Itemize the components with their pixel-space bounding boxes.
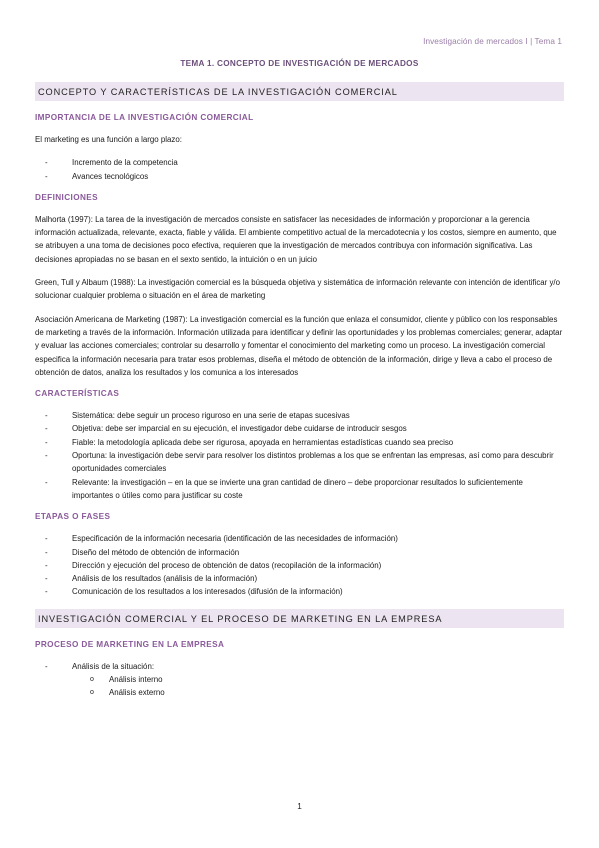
- importancia-list: [35, 156, 564, 183]
- list-item-text: Análisis de los resultados (análisis de la información): [72, 574, 258, 584]
- list-item-text: Fiable: la metodología aplicada debe ser rigurosa, apoyada en herramientas estadísticas cuando sea preciso: [72, 437, 454, 447]
- list-item-text: Diseño del método de obtención de información: [72, 547, 240, 557]
- list-item-text: Avances tecnológicos: [72, 171, 149, 181]
- page-content: [35, 59, 564, 700]
- sublist-item-text: Análisis interno: [109, 675, 163, 685]
- list-item: - Dirección y ejecución del proceso de obtención de datos (recopilación de la información): [45, 560, 382, 570]
- subheading-caracteristicas: CARACTERÍSTICAS: [35, 389, 120, 399]
- list-item: - Comunicación de los resultados a los interesados (difusión de la información): [45, 587, 343, 597]
- list-item: - Incremento de la competencia: [45, 158, 178, 168]
- definition-paragraph: Green, Tull y Albaum (1988): La investigación comercial es la búsqueda objetiva y sistemática de información relevante con intención de identificar y/o solucionar cualquier problema o situación en el área de marketing: [35, 278, 561, 301]
- list-item: - Avances tecnológicos: [45, 171, 149, 181]
- list-item-text: Comunicación de los resultados a los interesados (difusión de la información): [72, 587, 343, 597]
- list-item: - Análisis de la situación:: [45, 661, 155, 671]
- list-item-text: Dirección y ejecución del proceso de obtención de datos (recopilación de la información): [72, 560, 382, 570]
- etapas-list: [35, 532, 564, 598]
- page-number: 1: [297, 802, 302, 811]
- list-item: - Sistemática: debe seguir un proceso riguroso en una serie de etapas sucesivas: [45, 411, 350, 421]
- list-item: - Diseño del método de obtención de información: [45, 547, 240, 557]
- proceso-list: [35, 660, 564, 673]
- caracteristicas-list: [35, 409, 564, 502]
- list-item: - Especificación de la información necesaria (identificación de las necesidades de información): [45, 534, 398, 544]
- list-item: - Fiable: la metodología aplicada debe ser rigurosa, apoyada en herramientas estadísticas cuando sea preciso: [45, 437, 454, 447]
- list-item-text: Incremento de la competencia: [72, 158, 178, 168]
- list-item-text: Oportuna: la investigación debe servir para resolver los distintos problemas a los que se enfrentan las empresas, así como para descubrir oportunidades comerciales: [72, 451, 554, 474]
- definition-paragraph: Malhorta (1997): La tarea de la investigación de mercados consiste en satisfacer las necesidades de información y proporcionar a la gerencia información actualizada, relevante, exacta, fiable y válida. El ambiente competitivo actual de la mercadotecnia y los costos, siempre en aumento, que se atribuyen a una toma de decisiones poco efectiva, requieren que la investigación de mercados contribuya con información significativa. Las decisiones apropiadas no se basan en el sexto sentido, la intuición o en un juicio: [35, 214, 557, 264]
- sublist-item: [35, 673, 564, 686]
- subheading-definiciones: DEFINICIONES: [35, 192, 99, 202]
- subheading-importancia: IMPORTANCIA DE LA INVESTIGACIÓN COMERCIAL: [35, 113, 254, 122]
- list-item-text: Objetiva: debe ser imparcial en su ejecución, el investigador debe cuidarse de introducir sesgos: [72, 424, 407, 434]
- importancia-intro: El marketing es una función a largo plazo:: [35, 135, 182, 144]
- list-item-text: Especificación de la información necesaria (identificación de las necesidades de información): [72, 534, 398, 544]
- circle-bullet-icon: o: [90, 676, 94, 684]
- sublist-item-text: Análisis externo: [109, 688, 165, 698]
- list-item-text: Sistemática: debe seguir un proceso riguroso en una serie de etapas sucesivas: [72, 411, 350, 421]
- proceso-sublist: [35, 673, 564, 700]
- list-item: - Relevante: la investigación – en la que se invierte una gran cantidad de dinero – debe proporcionar resultados lo suficientemente importantes o útiles como para justificar su coste: [45, 477, 523, 500]
- list-item: - Objetiva: debe ser imparcial en su ejecución, el investigador debe cuidarse de introducir sesgos: [45, 424, 407, 434]
- list-item: - Oportuna: la investigación debe servir para resolver los distintos problemas a los que se enfrentan las empresas, así como para descubrir oportunidades comerciales: [45, 451, 554, 474]
- list-item-text: Relevante: la investigación – en la que se invierte una gran cantidad de dinero – debe proporcionar resultados lo suficientemente importantes o útiles como para justificar su coste: [72, 477, 523, 500]
- running-header: Investigación de mercados I | Tema 1: [423, 37, 562, 46]
- list-item: - Análisis de los resultados (análisis de la información): [45, 574, 258, 584]
- section-heading-concepto: CONCEPTO Y CARACTERÍSTICAS DE LA INVESTIGACIÓN COMERCIAL: [35, 82, 564, 101]
- subheading-proceso-marketing: PROCESO DE MARKETING EN LA EMPRESA: [35, 639, 225, 649]
- subheading-etapas: ETAPAS O FASES: [35, 512, 111, 522]
- sublist-item: [35, 686, 564, 699]
- section-heading-proceso: INVESTIGACIÓN COMERCIAL Y EL PROCESO DE MARKETING EN LA EMPRESA: [35, 609, 564, 628]
- list-item-text: Análisis de la situación:: [72, 661, 155, 671]
- definition-paragraph: Asociación Americana de Marketing (1987): La investigación comercial es la función que enlaza el consumidor, cliente y público con los responsables de marketing a través de la información. Información utilizada para identificar y definir las oportunidades y los problemas comerciales; generar, adaptar y evaluar las acciones comerciales; controlar su desarrollo y fomentar el conocimiento del marketing como un proceso. La investigación comercial especifica la información necesaria para tratar esos problemas, diseña el método de obtención de la información, dirige y lleva a cabo el proceso de obtención de datos, analiza los resultados y los comunica a los interesados: [35, 314, 563, 377]
- circle-bullet-icon: o: [90, 689, 94, 697]
- page-title: TEMA 1. CONCEPTO DE INVESTIGACIÓN DE MERCADOS: [180, 59, 419, 68]
